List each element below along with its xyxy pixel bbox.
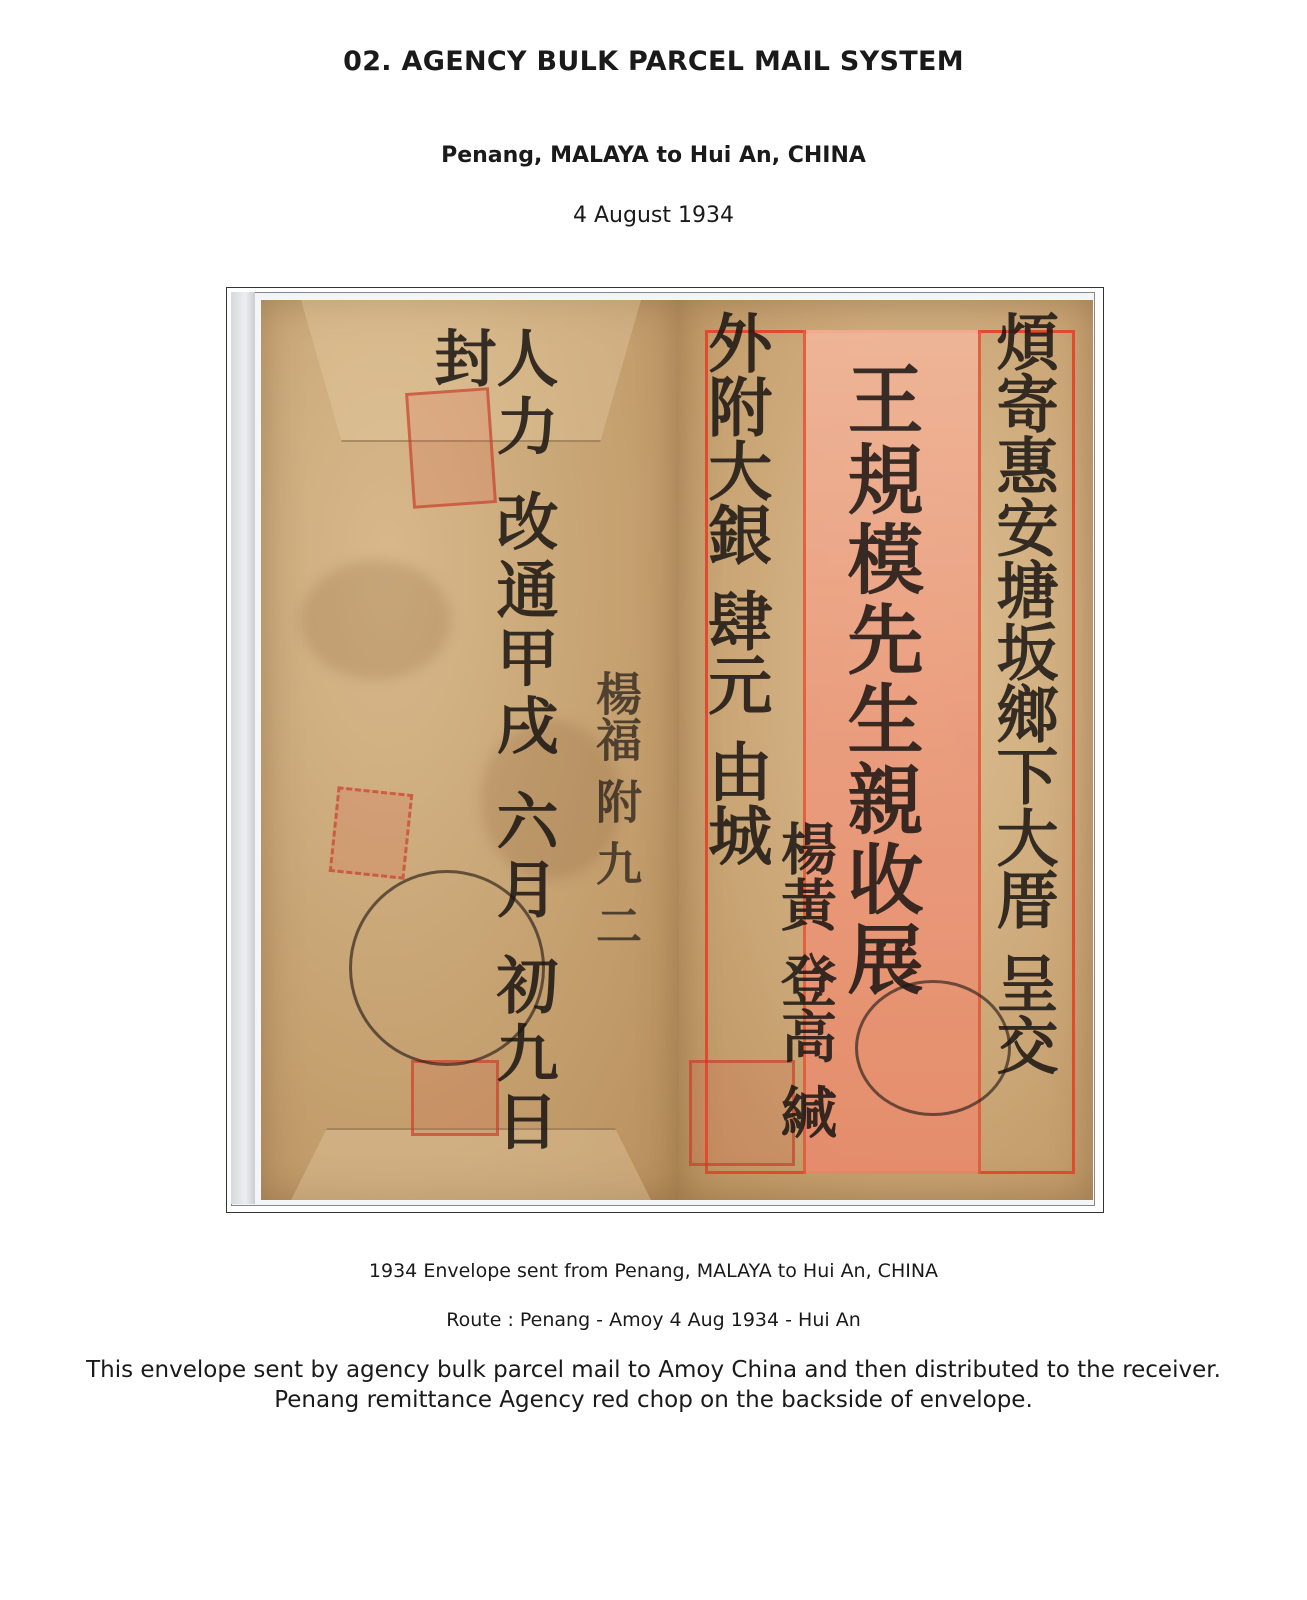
agency-red-chop: [329, 786, 414, 879]
recipient-name: 王規模先生親收展: [835, 360, 924, 1000]
route-heading: Penang, MALAYA to Hui An, CHINA: [441, 143, 866, 168]
envelope-scan-frame: [226, 287, 1104, 1213]
date-heading: 4 August 1934: [573, 203, 734, 228]
description-line-2: Penang remittance Agency red chop on the backside of envelope.: [274, 1387, 1033, 1413]
sender-inscription: 楊黃 登高 緘: [772, 820, 838, 1139]
amount-inscription: 外附大銀 肆元 由城: [697, 310, 773, 867]
envelope-image: [261, 300, 1093, 1200]
envelope-front: [679, 300, 1093, 1200]
description-line-1: This envelope sent by agency bulk parcel mail to Amoy China and then distributed to the receiver.: [86, 1357, 1221, 1383]
address-inscription: 煩寄惠安塘坂鄉下大厝 呈交: [986, 310, 1059, 1076]
caption-route: Route : Penang - Amoy 4 Aug 1934 - Hui An: [446, 1309, 861, 1331]
back-note: 楊福 附 九 二: [589, 670, 643, 949]
envelope-back: [261, 300, 680, 1200]
description: [0, 1355, 1307, 1415]
page-title: 02. AGENCY BULK PARCEL MAIL SYSTEM: [343, 46, 964, 77]
caption-envelope: 1934 Envelope sent from Penang, MALAYA to Hui An, CHINA: [368, 1260, 939, 1282]
back-inscription: 人力 改通甲戌 六月 初九日 封: [424, 326, 559, 1157]
scan-edge-strip: [231, 292, 255, 1204]
